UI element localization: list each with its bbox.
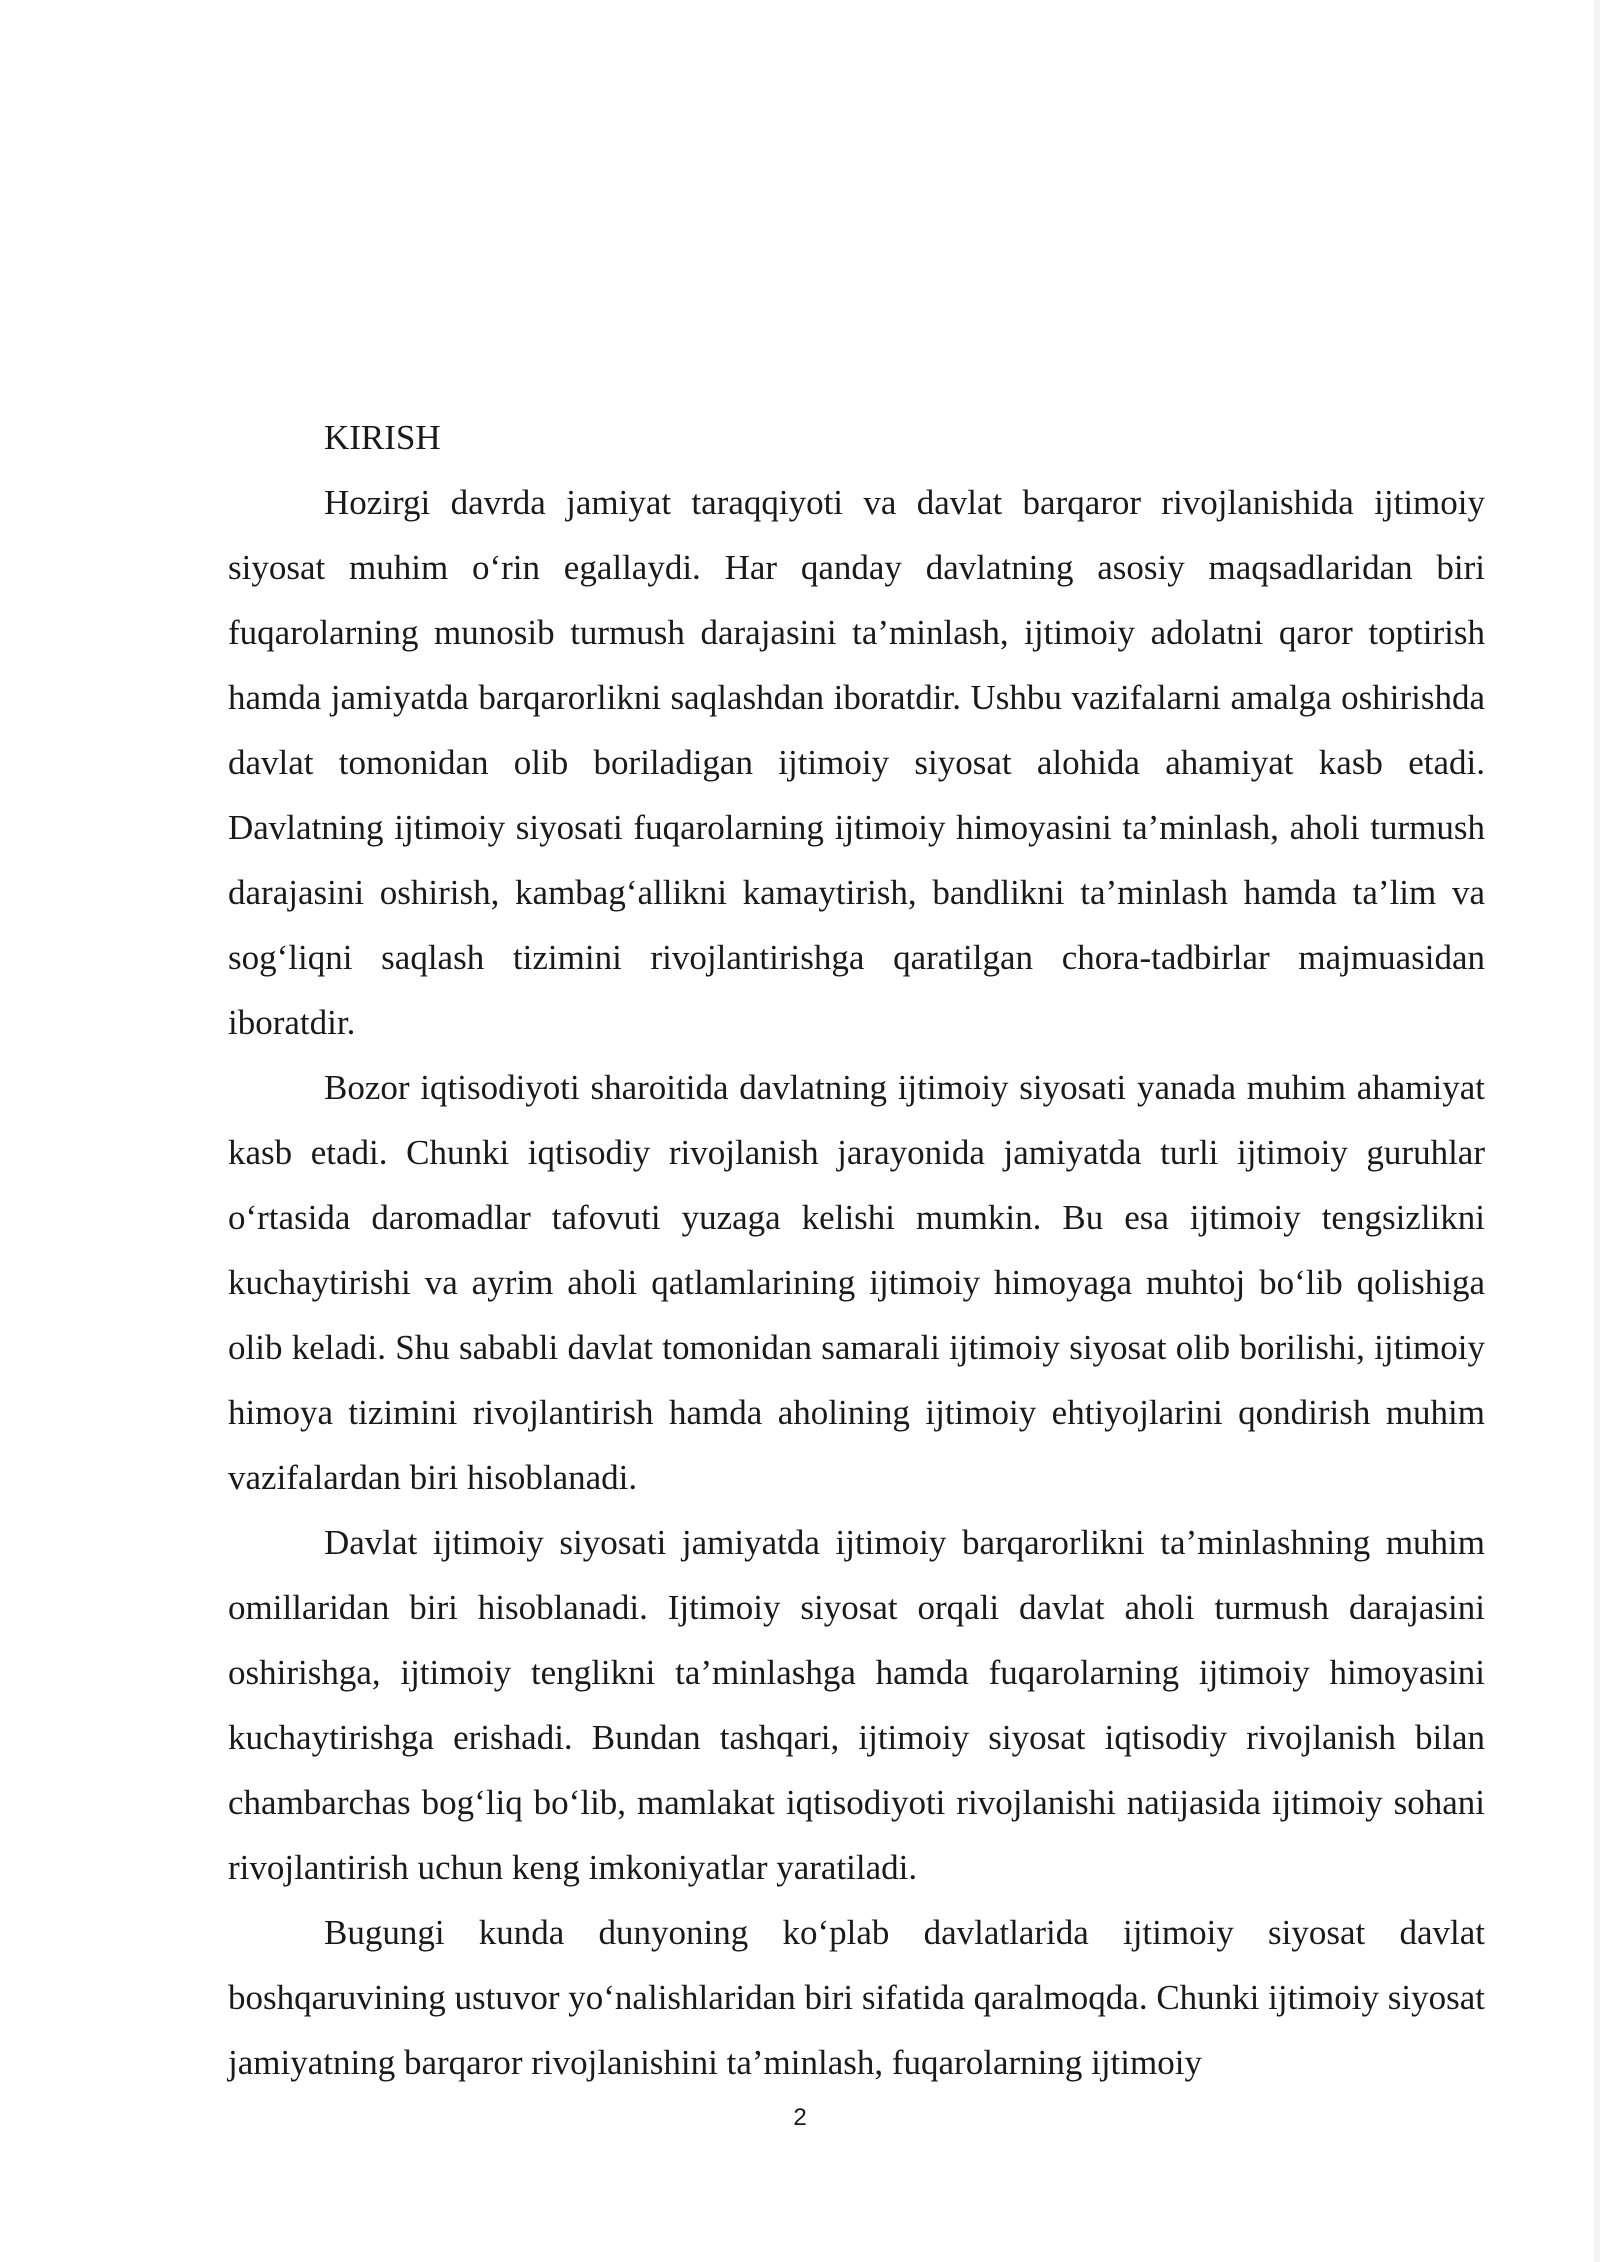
section-heading: KIRISH (324, 418, 441, 457)
paragraph-3: Davlat ijtimoiy siyosati jamiyatda ijtimoiy barqarorlikni ta’minlashning muhim omillaridan biri hisoblanadi. Ijtimoiy siyosat orqali davlat aholi turmush darajasini oshirishga, ijtimoiy tenglikni ta’minlashga hamda fuqarolarning ijtimoiy himoyasini kuchaytirishga erishadi. Bundan tashqari, ijtimoiy siyosat iqtisodiy rivojlanish bilan chambarchas bog‘liq bo‘lib, mamlakat iqtisodiyoti rivojlanishi natijasida ijtimoiy sohani rivojlantirish uchun keng imkoniyatlar yaratiladi. (228, 1523, 1485, 1887)
paragraph-1: Hozirgi davrda jamiyat taraqqiyoti va davlat barqaror rivojlanishida ijtimoiy siyosat muhim o‘rin egallaydi. Har qanday davlatning asosiy maqsadlaridan biri fuqarolarning munosib turmush darajasini ta’minlash, ijtimoiy adolatni qaror toptirish hamda jamiyatda barqarorlikni saqlashdan iboratdir. Ushbu vazifalarni amalga oshirishda davlat tomonidan olib boriladigan ijtimoiy siyosat alohida ahamiyat kasb etadi. Davlatning ijtimoiy siyosati fuqarolarning ijtimoiy himoyasini ta’minlash, aholi turmush darajasini oshirish, kambag‘allikni kamaytirish, bandlikni ta’minlash hamda ta’lim va sog‘liqni saqlash tizimini rivojlantirishga qaratilgan chora-tadbirlar majmuasidan iboratdir. (228, 483, 1485, 1042)
page-edge-shadow (1594, 0, 1600, 2262)
body-text (228, 405, 1485, 2095)
paragraph-4: Bugungi kunda dunyoning ko‘plab davlatlarida ijtimoiy siyosat davlat boshqaruvining ustuvor yo‘nalishlaridan biri sifatida qaralmoqda. Chunki ijtimoiy siyosat jamiyatning barqaror rivojlanishini ta’minlash, fuqarolarning ijtimoiy (228, 1913, 1485, 2082)
page-number: 2 (793, 2104, 807, 2131)
paragraph-2: Bozor iqtisodiyoti sharoitida davlatning ijtimoiy siyosati yanada muhim ahamiyat kasb etadi. Chunki iqtisodiy rivojlanish jarayonida jamiyatda turli ijtimoiy guruhlar o‘rtasida daromadlar tafovuti yuzaga kelishi mumkin. Bu esa ijtimoiy tengsizlikni kuchaytirishi va ayrim aholi qatlamlarining ijtimoiy himoyaga muhtoj bo‘lib qolishiga olib keladi. Shu sababli davlat tomonidan samarali ijtimoiy siyosat olib borilishi, ijtimoiy himoya tizimini rivojlantirish hamda aholining ijtimoiy ehtiyojlarini qondirish muhim vazifalardan biri hisoblanadi. (228, 1068, 1485, 1497)
